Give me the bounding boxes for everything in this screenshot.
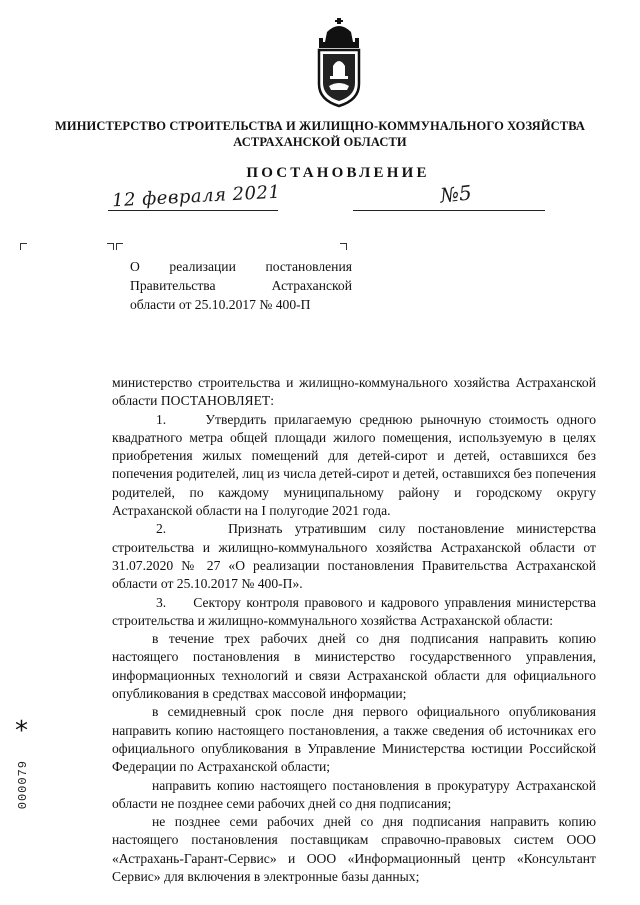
body-paragraph-item2: 2. Признать утратившим силу постановление министерства строительства и жилищно-коммунального хозяйства Астраханской области от 31.07.2020 № 27 «О реализации постановления Правительства Астраханской области от 25.10.2017 № 400-П». <box>112 521 596 592</box>
document-body <box>112 374 596 886</box>
corner-bracket-mid-right <box>107 243 114 250</box>
body-paragraph-sub3: направить копию настоящего постановления в прокуратуру Астраханской области не позднее семи рабочих дней со дня подписания; <box>112 777 596 811</box>
body-paragraph-sub2: в семидневный срок после дня первого официального опубликования направить копию настоящего постановления, а также сведения об источниках его официального опубликования в Управление Министерства юстиции Российской Федерации по Астраханской области; <box>112 704 596 775</box>
margin-serial-code: 000079 <box>16 760 30 810</box>
subject-line2: Правительства Астраханской <box>130 278 352 293</box>
coat-of-arms-emblem <box>313 16 365 108</box>
corner-bracket-mid-left <box>116 243 123 250</box>
margin-star-mark: * <box>15 716 28 746</box>
body-paragraph-sub1: в течение трех рабочих дней со дня подписания направить копию настоящего постановления в министерство государственного управления, информационных технологий и связи Астраханской области для официального опубликования в средствах массовой информации; <box>112 631 596 702</box>
body-paragraph-sub4: не позднее семи рабочих дней со дня подписания направить копию настоящего постановления поставщикам справочно-правовых систем ООО «Астрахань-Гарант-Сервис» и ООО «Информационный центр «Консультант Сервис» для включения в электронные базы данных; <box>112 814 596 885</box>
ministry-name-line2: АСТРАХАНСКОЙ ОБЛАСТИ <box>233 135 407 149</box>
document-subject <box>130 257 352 314</box>
handwritten-date: 12 февраля 2021 <box>111 181 281 212</box>
document-type-title: ПОСТАНОВЛЕНИЕ <box>246 165 430 181</box>
corner-bracket-right <box>340 243 347 250</box>
handwritten-number: №5 <box>438 180 473 208</box>
number-underline <box>353 210 545 211</box>
subject-line1: О реализации постановления <box>130 259 352 274</box>
body-paragraph-item3: 3. Сектору контроля правового и кадрового управления министерства строительства и жилищно-коммунального хозяйства Астраханской области: <box>112 594 596 628</box>
body-paragraph-intro: министерство строительства и жилищно-коммунального хозяйства Астраханской области ПОСТАНОВЛЯЕТ: <box>112 375 596 409</box>
body-paragraph-item1: 1. Утвердить прилагаемую среднюю рыночную стоимость одного квадратного метра общей площади жилого помещения, используемую в целях приобретения жилых помещений для детей-сирот и детей, оставшихся без попечения родителей, лиц из числа детей-сирот и детей, оставшихся без попечения родителей, по каждому муниципальному району и городскому округу Астраханской области на I полугодие 2021 года. <box>112 411 596 519</box>
corner-bracket-left <box>20 243 27 250</box>
ministry-name-line1: МИНИСТЕРСТВО СТРОИТЕЛЬСТВА И ЖИЛИЩНО-КОММУНАЛЬНОГО ХОЗЯЙСТВА <box>55 119 585 133</box>
subject-line3: области от 25.10.2017 № 400-П <box>130 297 311 312</box>
